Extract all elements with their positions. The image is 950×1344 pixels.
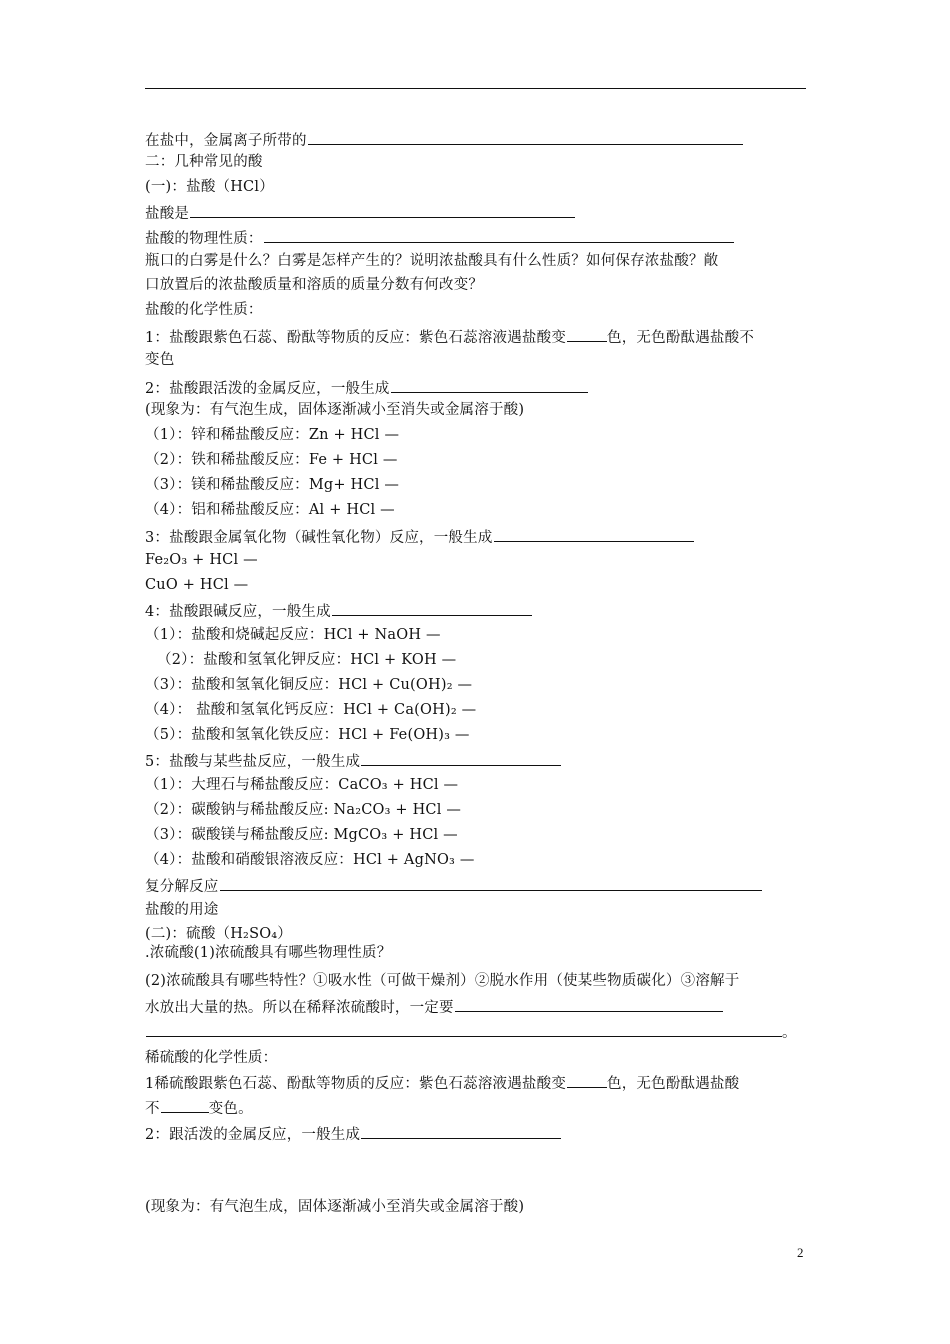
- line-text: （4）：铝和稀盐酸反应：Al + HCl —: [145, 502, 395, 518]
- line-text: 1稀硫酸跟紫色石蕊、酚酞等物质的反应：紫色石蕊溶液遇盐酸变: [145, 1076, 567, 1092]
- text-line: [145, 997, 723, 1017]
- text-line: [145, 826, 458, 844]
- line-text: （2）：盐酸和氢氧化钾反应：HCl + KOH —: [157, 652, 457, 668]
- text-line: [145, 351, 174, 369]
- fill-in-blank[interactable]: [494, 527, 694, 542]
- text-line: [145, 1022, 797, 1042]
- line-text: 4：盐酸跟碱反应，一般生成: [145, 604, 331, 620]
- text-line: [145, 228, 734, 248]
- text-line: [145, 801, 461, 819]
- text-line: [145, 327, 754, 347]
- fill-in-blank[interactable]: [391, 378, 588, 393]
- text-line: [145, 972, 739, 990]
- text-line: [145, 203, 575, 223]
- text-line: [145, 476, 399, 494]
- text-line: [145, 153, 263, 171]
- text-line: [145, 276, 483, 294]
- text-line: [145, 576, 248, 594]
- text-line: [145, 1049, 277, 1067]
- line-text: 稀硫酸的化学性质：: [145, 1050, 278, 1066]
- line-text-after: 色，无色酚酞遇盐酸不: [607, 330, 755, 346]
- text-line: [145, 451, 398, 469]
- line-text: （1）：大理石与稀盐酸反应：CaCO₃ + HCl —: [145, 777, 459, 793]
- line-text: 不: [145, 1101, 160, 1117]
- fill-in-blank[interactable]: [567, 327, 607, 342]
- line-text: Fe₂O₃ + HCl —: [145, 552, 258, 568]
- line-text: (2)浓硫酸具有哪些特性？①吸水性（可做干燥剂）②脱水作用（使某些物质碳化）③溶解于: [145, 973, 740, 989]
- line-text: 5：盐酸与某些盐反应，一般生成: [145, 754, 361, 770]
- line-text: .浓硫酸(1)浓硫酸具有哪些物理性质？: [145, 945, 392, 961]
- line-text: （5）：盐酸和氢氧化铁反应：HCl + Fe(OH)₃ —: [145, 727, 470, 743]
- line-text: （3）：镁和稀盐酸反应：Mg+ HCl —: [145, 477, 400, 493]
- text-line: [145, 301, 263, 319]
- text-line: [145, 1124, 561, 1144]
- page-number: 2: [797, 1245, 804, 1260]
- text-line: [145, 252, 718, 270]
- line-text-after: 色，无色酚酞遇盐酸: [607, 1076, 740, 1092]
- text-line: [145, 130, 743, 150]
- fill-in-blank[interactable]: [146, 1022, 782, 1037]
- text-line: [145, 944, 391, 962]
- header-rule: [145, 88, 806, 89]
- fill-in-blank[interactable]: [361, 1124, 561, 1139]
- line-text: (二)：硫酸（H₂SO₄）: [145, 926, 293, 942]
- line-text: 在盐中，金属离子所带的: [145, 133, 307, 149]
- text-line: [145, 776, 458, 794]
- line-text: （4）：盐酸和硝酸银溶液反应：HCl + AgNO₃ —: [145, 852, 475, 868]
- text-line: [145, 1098, 253, 1118]
- text-line: [145, 401, 524, 419]
- text-line: [145, 1073, 739, 1093]
- line-text: 盐酸是: [145, 206, 190, 222]
- text-line: [145, 178, 274, 196]
- text-line: [145, 626, 441, 644]
- line-text-after: 变色。: [208, 1101, 253, 1117]
- fill-in-blank[interactable]: [161, 1098, 209, 1113]
- text-line: [145, 925, 292, 943]
- fill-in-blank[interactable]: [308, 130, 743, 145]
- fill-in-blank[interactable]: [220, 876, 762, 891]
- text-line: [145, 501, 395, 519]
- text-line: [145, 1198, 524, 1216]
- fill-in-blank[interactable]: [190, 203, 575, 218]
- fill-in-blank[interactable]: [264, 228, 734, 243]
- line-text: 2：跟活泼的金属反应，一般生成: [145, 1127, 361, 1143]
- text-line: [145, 701, 476, 719]
- line-text: （1）：盐酸和烧碱起反应：HCl + NaOH —: [145, 627, 441, 643]
- line-text: (一)：盐酸（HCl）: [145, 179, 274, 195]
- line-text: 3：盐酸跟金属氧化物（碱性氧化物）反应，一般生成: [145, 530, 493, 546]
- text-line: [145, 378, 588, 398]
- line-text: (现象为：有气泡生成，固体逐渐减小至消失或金属溶于酸): [145, 1199, 525, 1215]
- text-line: [145, 851, 475, 869]
- line-text: （3）：碳酸镁与稀盐酸反应: MgCO₃ + HCl —: [145, 827, 458, 843]
- line-text: 水放出大量的热。所以在稀释浓硫酸时，一定要: [145, 1000, 454, 1016]
- line-text: 盐酸的化学性质：: [145, 302, 263, 318]
- text-line: [145, 651, 456, 669]
- line-text-after: 。: [782, 1025, 797, 1041]
- line-text: CuO + HCl —: [145, 577, 249, 593]
- text-line: [145, 726, 470, 744]
- line-text: 复分解反应: [145, 879, 219, 895]
- fill-in-blank[interactable]: [332, 601, 532, 616]
- line-text: 盐酸的物理性质：: [145, 231, 263, 247]
- line-text: 瓶口的白雾是什么？白雾是怎样产生的？说明浓盐酸具有什么性质？如何保存浓盐酸？敞: [145, 253, 719, 269]
- fill-in-blank[interactable]: [455, 997, 723, 1012]
- fill-in-blank[interactable]: [567, 1073, 607, 1088]
- line-text: 变色: [145, 352, 175, 368]
- text-line: [145, 601, 532, 621]
- line-text: （4）： 盐酸和氢氧化钙反应：HCl + Ca(OH)₂ —: [145, 702, 477, 718]
- line-text: （2）：铁和稀盐酸反应：Fe + HCl —: [145, 452, 398, 468]
- fill-in-blank[interactable]: [361, 751, 561, 766]
- text-line: [145, 751, 561, 771]
- line-text: 1：盐酸跟紫色石蕊、酚酞等物质的反应：紫色石蕊溶液遇盐酸变: [145, 330, 567, 346]
- text-line: [145, 876, 762, 896]
- line-text: 口放置后的浓盐酸质量和溶质的质量分数有何改变？: [145, 277, 484, 293]
- line-text: （3）：盐酸和氢氧化铜反应：HCl + Cu(OH)₂ —: [145, 677, 473, 693]
- text-line: [145, 676, 472, 694]
- line-text: 2：盐酸跟活泼的金属反应，一般生成: [145, 381, 390, 397]
- text-line: [145, 901, 219, 919]
- line-text: (现象为：有气泡生成，固体逐渐减小至消失或金属溶于酸): [145, 402, 525, 418]
- text-line: [145, 426, 399, 444]
- line-text: 二：几种常见的酸: [145, 154, 263, 170]
- text-line: [145, 527, 694, 547]
- text-line: [145, 551, 258, 569]
- line-text: （1）：锌和稀盐酸反应：Zn + HCl —: [145, 427, 400, 443]
- line-text: （2）：碳酸钠与稀盐酸反应: Na₂CO₃ + HCl —: [145, 802, 462, 818]
- line-text: 盐酸的用途: [145, 902, 219, 918]
